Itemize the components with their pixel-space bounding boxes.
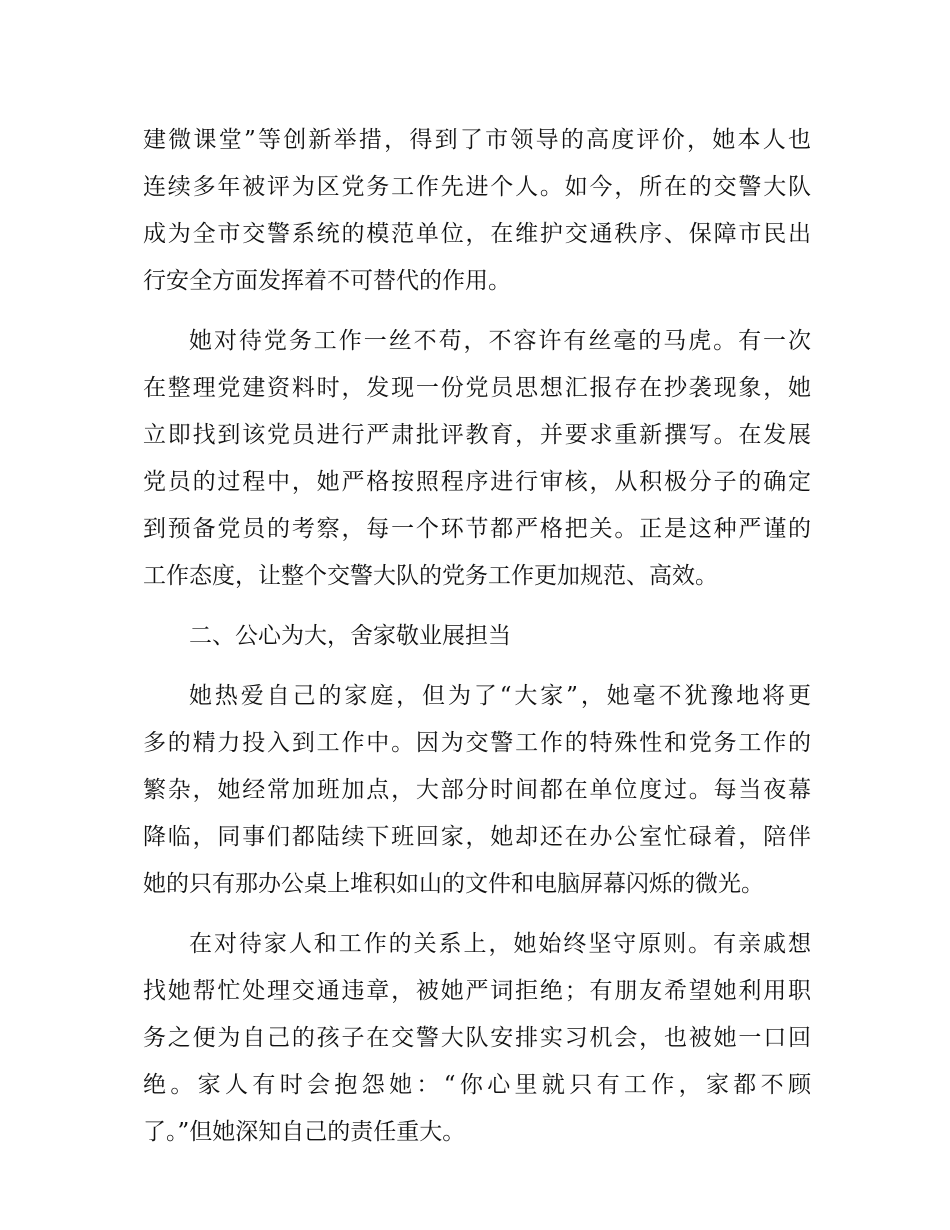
text-line: 繁杂，她经常加班加点，大部分时间都在单位度过。每当夜幕 <box>143 777 811 803</box>
paragraph-4 <box>143 921 811 1156</box>
paragraph-spacer <box>143 660 811 673</box>
text-line: 务之便为自己的孩子在交警大队安排实习机会，也被她一口回 <box>143 1025 811 1051</box>
paragraph-spacer <box>143 305 811 318</box>
text-line: 在整理党建资料时，发现一份党员思想汇报存在抄袭现象，她 <box>143 375 811 401</box>
text-line: 党员的过程中，她严格按照程序进行审核，从积极分子的确定 <box>143 469 811 495</box>
text-line: 她的只有那办公桌上堆积如山的文件和电脑屏幕闪烁的微光。 <box>143 871 764 897</box>
heading-text: 二、公心为大，舍家敬业展担当 <box>189 623 511 649</box>
text-line: 在对待家人和工作的关系上，她始终坚守原则。有亲戚想 <box>189 931 811 957</box>
text-line: 连续多年被评为区党务工作先进个人。如今，所在的交警大队 <box>143 174 811 200</box>
paragraph-2 <box>143 318 811 600</box>
paragraph-3 <box>143 673 811 908</box>
text-line: 了。”但她深知自己的责任重大。 <box>143 1119 466 1145</box>
document-body <box>143 117 811 1156</box>
text-line: 工作态度，让整个交警大队的党务工作更加规范、高效。 <box>143 563 718 589</box>
text-line: 绝。家人有时会抱怨她：“你心里就只有工作，家都不顾 <box>143 1072 811 1098</box>
text-line: 成为全市交警系统的模范单位，在维护交通秩序、保障市民出 <box>143 221 811 247</box>
paragraph-1 <box>143 117 811 305</box>
section-heading <box>143 613 811 660</box>
text-line: 降临，同事们都陆续下班回家，她却还在办公室忙碌着，陪伴 <box>143 824 811 850</box>
text-line: 建微课堂”等创新举措，得到了市领导的高度评价，她本人也 <box>143 127 811 153</box>
text-line: 多的精力投入到工作中。因为交警工作的特殊性和党务工作的 <box>143 730 811 756</box>
paragraph-spacer <box>143 908 811 921</box>
text-line: 行安全方面发挥着不可替代的作用。 <box>143 268 511 294</box>
text-line: 到预备党员的考察，每一个环节都严格把关。正是这种严谨的 <box>143 516 811 542</box>
text-line: 她对待党务工作一丝不苟，不容许有丝毫的马虎。有一次 <box>189 328 811 354</box>
text-line: 她热爱自己的家庭，但为了“大家”，她毫不犹豫地将更 <box>189 683 811 709</box>
text-line: 找她帮忙处理交通违章，被她严词拒绝；有朋友希望她利用职 <box>143 978 811 1004</box>
text-line: 立即找到该党员进行严肃批评教育，并要求重新撰写。在发展 <box>143 422 811 448</box>
paragraph-spacer <box>143 600 811 613</box>
